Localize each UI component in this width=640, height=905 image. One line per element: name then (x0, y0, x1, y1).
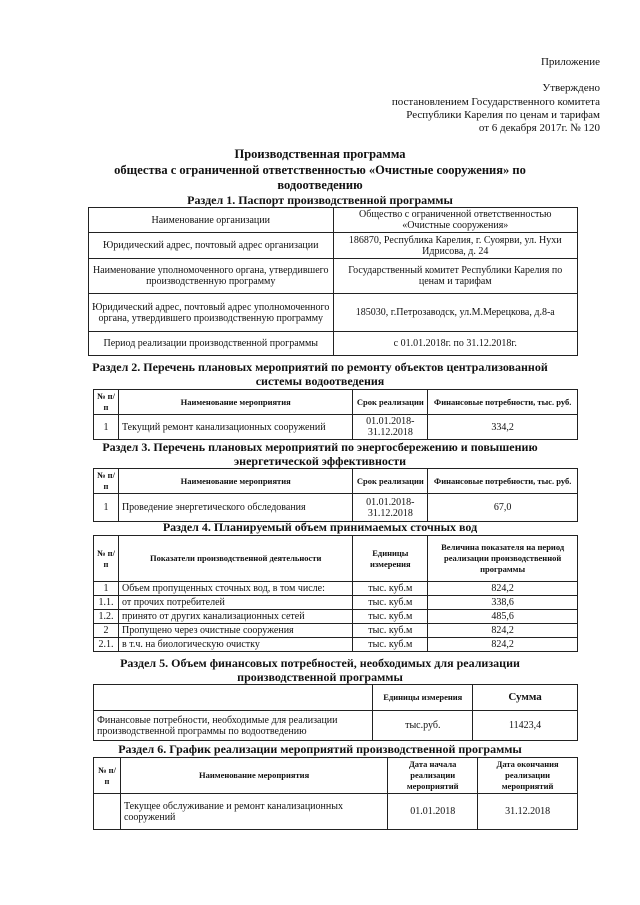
approved-label: Утверждено (542, 82, 600, 94)
cell-num: 1 (94, 415, 119, 440)
table-header-row (94, 390, 578, 415)
cell-unit: тыс. куб.м (353, 624, 428, 638)
col-num: № п/п (94, 758, 121, 794)
finance-table (93, 684, 578, 741)
cell-num: 1 (94, 494, 119, 522)
cell-finance: 334,2 (428, 415, 578, 440)
table-row (89, 208, 578, 233)
cell-num: 1.2. (94, 610, 119, 624)
approval-line-3: от 6 декабря 2017г. № 120 (478, 122, 600, 134)
cell-name: Пропущено через очистные сооружения (118, 624, 352, 638)
col-num: № п/п (94, 536, 119, 582)
table-row (94, 638, 578, 652)
table-row (94, 794, 578, 830)
doc-subtitle-2: водоотведению (277, 178, 363, 192)
table-row (89, 332, 578, 356)
cell-unit: тыс. куб.м (353, 610, 428, 624)
appendix-label: Приложение (540, 56, 600, 68)
passport-label: Юридический адрес, почтовый адрес уполномоченного органа, утвердившего производственную программу (89, 294, 334, 332)
cell-value: 824,2 (428, 582, 578, 596)
col-term: Срок реализации (353, 469, 428, 494)
section-6-heading: Раздел 6. График реализации мероприятий производственной программы (118, 742, 522, 756)
table-header-row (94, 758, 578, 794)
cell-unit: тыс. куб.м (353, 638, 428, 652)
section-5-heading: Раздел 5. Объем финансовых потребностей, необходимых для реализации производственной программы (120, 656, 520, 684)
col-name: Наименование мероприятия (118, 469, 352, 494)
passport-label: Период реализации производственной программы (89, 332, 334, 356)
section-1-heading: Раздел 1. Паспорт производственной программы (187, 193, 453, 207)
cell-end: 31.12.2018 (478, 794, 578, 830)
cell-start: 01.01.2018 (388, 794, 478, 830)
table-row (94, 610, 578, 624)
col-num: № п/п (94, 469, 119, 494)
doc-title: Производственная программа (234, 147, 406, 161)
cell-name: Текущий ремонт канализационных сооружений (118, 415, 352, 440)
cell-name: от прочих потребителей (118, 596, 352, 610)
cell-term: 01.01.2018-31.12.2018 (353, 494, 428, 522)
passport-value: Государственный комитет Республики Карелия по ценам и тарифам (333, 259, 578, 294)
cell-name: Текущее обслуживание и ремонт канализационных сооружений (120, 794, 387, 830)
col-name: Показатели производственной деятельности (118, 536, 352, 582)
schedule-table (93, 757, 578, 830)
col-unit: Единицы измерения (373, 685, 473, 711)
cell-unit: тыс.руб. (373, 711, 473, 741)
table-row (89, 233, 578, 259)
cell-value: 338,6 (428, 596, 578, 610)
table-header-row (94, 536, 578, 582)
cell-unit: тыс. куб.м (353, 596, 428, 610)
cell-num: 1 (94, 582, 119, 596)
passport-value: с 01.01.2018г. по 31.12.2018г. (333, 332, 578, 356)
cell-term: 01.01.2018-31.12.2018 (353, 415, 428, 440)
passport-label: Юридический адрес, почтовый адрес организации (89, 233, 334, 259)
passport-value: 185030, г.Петрозаводск, ул.М.Мерецкова, д.8-а (333, 294, 578, 332)
passport-table (88, 207, 578, 356)
passport-value: Общество с ограниченной ответственностью «Очистные сооружения» (333, 208, 578, 233)
doc-subtitle-1: общества с ограниченной ответственностью «Очистные сооружения» по (114, 163, 526, 177)
table-header-row (94, 685, 578, 711)
col-name: Наименование мероприятия (120, 758, 387, 794)
cell-num: 2.1. (94, 638, 119, 652)
cell-value: 824,2 (428, 624, 578, 638)
table-row (94, 494, 578, 522)
passport-label: Наименование уполномоченного органа, утвердившего производственную программу (89, 259, 334, 294)
col-start: Дата начала реализации мероприятий (388, 758, 478, 794)
table-row (94, 582, 578, 596)
cell-name: в т.ч. на биологическую очистку (118, 638, 352, 652)
cell-num (94, 794, 121, 830)
col-name: Наименование мероприятия (118, 390, 352, 415)
section-4-heading: Раздел 4. Планируемый объем принимаемых сточных вод (162, 520, 478, 534)
col-end: Дата окончания реализации мероприятий (478, 758, 578, 794)
table-row (94, 711, 578, 741)
passport-value: 186870, Республика Карелия, г. Суоярви, ул. Нухи Идрисова, д. 24 (333, 233, 578, 259)
cell-sum: 11423,4 (473, 711, 578, 741)
table-row (89, 294, 578, 332)
cell-finance: 67,0 (428, 494, 578, 522)
col-unit: Единицы измерения (353, 536, 428, 582)
cell-name: принято от других канализационных сетей (118, 610, 352, 624)
section-3-heading: Раздел 3. Перечень плановых мероприятий по энергосбережению и повышению энергетической эффективности (102, 440, 538, 468)
cell-value: 824,2 (428, 638, 578, 652)
table-header-row (94, 469, 578, 494)
section-2-heading: Раздел 2. Перечень плановых мероприятий по ремонту объектов централизованной системы водоотведения (92, 360, 548, 388)
col-term: Срок реализации (353, 390, 428, 415)
cell-num: 1.1. (94, 596, 119, 610)
col-sum: Сумма (473, 685, 578, 711)
col-finance: Финансовые потребности, тыс. руб. (428, 469, 578, 494)
energy-table (93, 468, 578, 522)
table-row (94, 415, 578, 440)
approval-line-2: Республики Карелия по ценам и тарифам (406, 109, 600, 121)
repair-table (93, 389, 578, 440)
approval-line-1: постановлением Государственного комитета (391, 96, 600, 108)
table-row (94, 596, 578, 610)
cell-name: Проведение энергетического обследования (118, 494, 352, 522)
col-blank (94, 685, 373, 711)
cell-name: Финансовые потребности, необходимые для реализации производственной программы по водоотведению (94, 711, 373, 741)
passport-label: Наименование организации (89, 208, 334, 233)
wastewater-table (93, 535, 578, 652)
col-value: Величина показателя на период реализации производственной программы (428, 536, 578, 582)
col-finance: Финансовые потребности, тыс. руб. (428, 390, 578, 415)
cell-unit: тыс. куб.м (353, 582, 428, 596)
table-row (89, 259, 578, 294)
col-num: № п/п (94, 390, 119, 415)
cell-num: 2 (94, 624, 119, 638)
table-row (94, 624, 578, 638)
cell-value: 485,6 (428, 610, 578, 624)
cell-name: Объем пропущенных сточных вод, в том числе: (118, 582, 352, 596)
